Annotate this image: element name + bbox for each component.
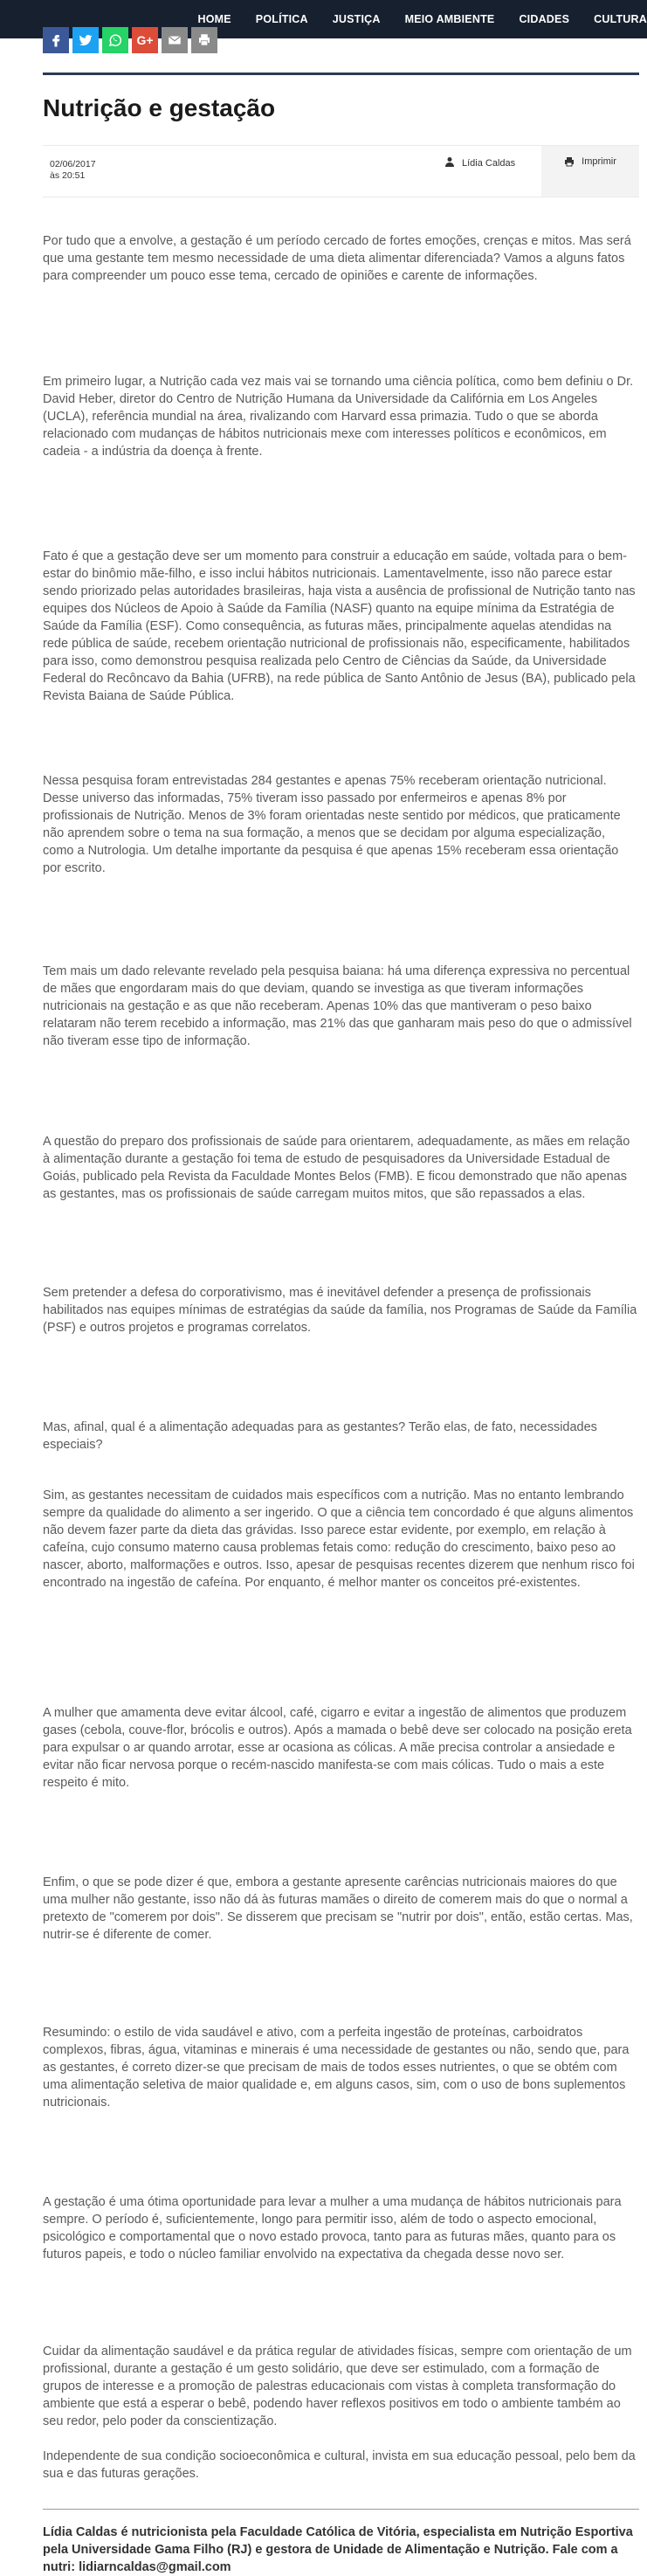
author-link[interactable]	[444, 156, 515, 169]
article-paragraph: Sem pretender a defesa do corporativismo, mas é inevitável defender a presença de profissionais habilitados nas equipes mínimas de estratégias da saúde da família, nos Programas de Saúde da Família (PSF) e outros projetos e programas correlatos.	[43, 1286, 637, 1335]
article-paragraph: A questão do preparo dos profissionais de saúde para orientarem, adequadamente, as mães em relação à alimentação durante a gestação foi tema de estudo de pesquisadores da Universidade Estadual de Goiás, publicado pela Revista da Faculdade Montes Belos (FMB). E ficou demonstrado que não apenas as gestantes, mas os profissionais de saúde carregam muitos mitos, que são repassados a elas.	[43, 1135, 630, 1201]
author-name: Lídia Caldas	[462, 157, 516, 169]
header-divider	[43, 73, 639, 75]
nav-item-justica[interactable]: JUSTIÇA	[332, 13, 381, 25]
article-paragraph: Sim, as gestantes necessitam de cuidados mais específicos com a nutrição. Mas no entanto lembrando sempre da qualidade do alimento a ser ingerido. O que a ciência tem concordado é que alguns alimentos não devem fazer parte da dieta das grávidas. Isso parece estar evidente, por exemplo, em relação à cafeína, cujo consumo materno causa problemas fetais como: redução do crescimento, baixo peso ao nascer, aborto, malformações e outros. Isso, apesar de pesquisas recentes dizerem que nenhum risco foi encontrado na ingestão de cafeína. Por enquanto, é melhor manter os conceitos pré-existentes.	[43, 1488, 635, 1590]
nav-item-home[interactable]: HOME	[197, 13, 231, 25]
article-paragraph: Resumindo: o estilo de vida saudável e ativo, com a perfeita ingestão de proteínas, carboidratos complexos, fibras, água, vitaminas e minerais é uma necessidade de gestantes ou não, sendo que, para as gestantes, é correto dizer-se que precisam de mais de todos esses nutrientes, o que se obtém com uma alimentação seletiva de maior qualidade e, em alguns casos, sim, com o uso de bons suplementos nutricionais.	[43, 2026, 630, 2110]
printer-icon	[564, 156, 575, 169]
article-paragraph: Mas, afinal, qual é a alimentação adequadas para as gestantes? Terão elas, de fato, necessidades especiais?	[43, 1420, 597, 1452]
share-bar	[43, 27, 217, 53]
print-button[interactable]	[541, 146, 639, 197]
article-title: Nutrição e gestação	[43, 94, 276, 121]
nav-item-politica[interactable]: POLÍTICA	[255, 13, 308, 25]
article-paragraph: A mulher que amamenta deve evitar álcool, café, cigarro e evitar a ingestão de alimentos que produzem gases (cebola, couve-flor, brócolis e outros). Após a mamada o bebê deve ser colocado na posição ereta para expulsar o ar quando arrotar, esse ar ocasiona as cólicas. A mãe precisa controlar a ansiedade e evitar não ficar nervosa porque o recém-nascido manifesta-se com mais cólicas. Tudo o mais a este respeito é mito.	[43, 1706, 632, 1790]
user-icon	[444, 156, 455, 169]
nav-menu	[173, 0, 647, 38]
email-icon[interactable]	[162, 27, 188, 53]
article-paragraph: Cuidar da alimentação saudável e da prática regular de atividades físicas, sempre com orientação de um profissional, durante a gestação é um gesto solidário, que deve ser estimulado, com a formação de grupos de interesse e a promoção de palestras educacionais com vistas à completa transformação do ambiente que está a esperar o bebê, podendo haver reflexos positivos em todo o ambiente também ao seu redor, pelo poder da conscientização.	[43, 2345, 632, 2428]
article-date-time: às 20:51	[50, 170, 86, 181]
article-date-day: 02/06/2017	[50, 159, 96, 169]
article-paragraph: Independente de sua condição socioeconômica e cultural, invista em sua educação pessoal, pelo bem da sua e das futuras gerações.	[43, 2449, 636, 2481]
article-paragraph: Enfim, o que se pode dizer é que, embora a gestante apresente carências nutricionais maiores do que uma mulher não gestante, isso não dá às futuras mamães o direito de comerem mais do que o normal a pretexto de "comerem por dois". Se disserem que precisam se "nutrir por dois", então, estão certas. Mas, nutrir-se é diferente de comer.	[43, 1875, 633, 1942]
nav-item-cultura[interactable]: CULTURA	[594, 13, 647, 25]
article-paragraph: Tem mais um dado relevante revelado pela pesquisa baiana: há uma diferença expressiva no percentual de mães que engordaram mais do que deviam, quando se investiga as que tiveram informações nutricionais na gestação e as que não receberam. Apenas 10% das que mantiveram o peso baixo relataram não terem recebido a informação, mas 21% das que ganharam mais peso do que o admissível não tiveram esse tipo de informação.	[43, 964, 632, 1048]
whatsapp-icon[interactable]	[102, 27, 128, 53]
article-paragraph: Em primeiro lugar, a Nutrição cada vez mais vai se tornando uma ciência política, como bem definiu o Dr. David Heber, diretor do Centro de Nutrição Humana da Universidade da Califórnia em Los Angeles (UCLA), referência mundial na área, rivalizando com Harvard essa primazia. Tudo o que se aborda relacionado com mudanças de hábitos nutricionais mexe com interesses políticos e econômicos, em cadeia - a indústria da doença à frente.	[43, 375, 634, 459]
article-paragraph: A gestação é uma ótima oportunidade para levar a mulher a uma mudança de hábitos nutricionais para sempre. O período é, suficientemente, longo para permitir isso, além de todo o aspecto emocional, psicológico e comportamental que o novo estado provoca, tanto para as futuras mães, quanto para os futuros papeis, e todo o núcleo familiar envolvido na expectativa da chegada desse novo ser.	[43, 2195, 622, 2262]
article-paragraph: Fato é que a gestação deve ser um momento para construir a educação em saúde, voltada para o bem-estar do binômio mãe-filho, e isso inclui hábitos nutricionais. Lamentavelmente, isso não parece estar sendo priorizado pelas autoridades brasileiras, haja vista a ausência de profissional de Nutrição tanto nas equipes dos Núcleos de Apoio à Saúde da Família (NASF) quanto na equipe mínima da Estratégia de Saúde da Família (ESF). Como consequência, as futuras mães, principalmente aquelas atendidas na rede pública de saúde, recebem orientação nutricional de profissionais não, especificamente, habilitados para isso, como demonstrou pesquisa realizada pelo Centro de Ciências da Saúde, da Universidade Federal do Recôncavo da Bahia (UFRB), na rede pública de Santo Antônio de Jesus (BA), publicado pela Revista Baiana de Saúde Pública.	[43, 549, 636, 703]
print-icon[interactable]	[191, 27, 217, 53]
author-bio: Lídia Caldas é nutricionista pela Faculdade Católica de Vitória, especialista em Nutrição Esportiva pela Universidade Gama Filho (RJ) e gestora de Unidade de Alimentação e Nutrição. Fale com a nutri: lidiarncaldas@gmail.com	[43, 2525, 633, 2574]
twitter-icon[interactable]	[72, 27, 99, 53]
article-meta	[43, 145, 639, 197]
article-paragraph: Nessa pesquisa foram entrevistadas 284 gestantes e apenas 75% receberam orientação nutricional. Desse universo das informadas, 75% tiveram isso passado por enfermeiros e apenas 8% por profissionais de Nutrição. Menos de 3% foram orientadas neste sentido por médicos, que praticamente não aprendem sobre o tema na sua formação, a menos que se decidam por alguma especialização, como a Nutrologia. Um detalhe importante da pesquisa é que apenas 15% receberam essa orientação por escrito.	[43, 774, 621, 875]
article-date	[50, 159, 96, 182]
google-plus-icon[interactable]: G+	[132, 27, 158, 53]
article-paragraph: Por tudo que a envolve, a gestação é um período cercado de fortes emoções, crenças e mitos. Mas será que uma gestante tem mesmo necessidade de uma dieta alimentar diferenciada? Vamos a alguns fatos para compreender um pouco esse tema, cercado de opiniões e carente de informações.	[43, 234, 631, 283]
nav-item-cidades[interactable]: CIDADES	[519, 13, 570, 25]
print-label: Imprimir	[582, 156, 616, 167]
facebook-icon[interactable]	[43, 27, 69, 53]
nav-item-meio-ambiente[interactable]: MEIO AMBIENTE	[404, 13, 495, 25]
footer-divider	[43, 2509, 639, 2510]
